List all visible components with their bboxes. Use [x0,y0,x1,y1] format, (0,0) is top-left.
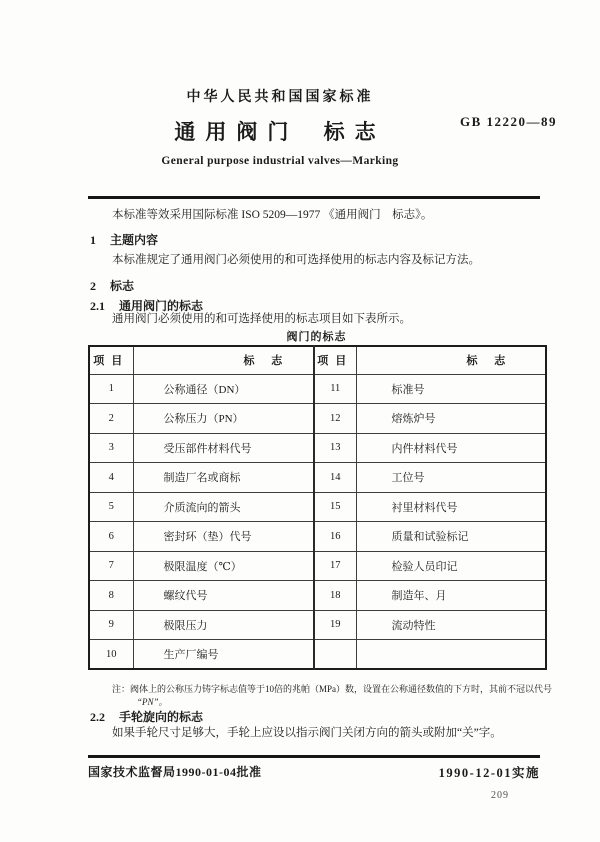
column-header-mark-left: 标 志 [133,346,314,374]
table-caption: 阀门的标志 [286,331,347,343]
section-1-heading [90,231,158,248]
section-2-2-heading [90,708,203,725]
item-number-cell: 11 [314,374,356,404]
approval-authority-date: 国家技术监督局1990-01-04批准 [88,765,262,779]
item-number-cell: 19 [314,610,356,640]
item-number-cell: 14 [314,463,356,493]
mark-label-cell: 介质流向的箭头 [133,492,314,522]
standard-number: GB 12220—89 [460,114,558,129]
table-row [89,433,546,463]
mark-label-cell: 受压部件材料代号 [133,433,314,463]
section-2-number: 2 [90,279,96,293]
section-2-heading [90,277,134,294]
mark-label-cell: 衬里材料代号 [356,492,546,522]
section-1-body: 本标准规定了通用阀门必须使用的和可选择使用的标志内容及标记方法。 [112,254,480,266]
item-number-cell: 18 [314,581,356,611]
section-2-2-number: 2.2 [90,710,105,724]
table-row [89,640,546,670]
mark-label-cell: 极限温度（℃） [133,551,314,581]
mark-label-cell: 工位号 [356,463,546,493]
mark-label-cell: 极限压力 [133,610,314,640]
item-number-cell: 7 [89,551,133,581]
item-number-cell: 17 [314,551,356,581]
valve-marking-table [88,345,547,670]
item-number-cell: 8 [89,581,133,611]
column-header-item-right: 项目 [314,346,356,374]
page-number: 209 [491,790,509,801]
column-header-mark-right: 标 志 [356,346,546,374]
document-title: 通用阀门 标志 [174,120,386,144]
mark-label-cell: 生产厂编号 [133,640,314,670]
mark-label-cell [356,640,546,670]
mark-label-cell: 制造年、月 [356,581,546,611]
item-number-cell: 16 [314,522,356,552]
table-note-line2: “PN”。 [137,697,168,707]
section-1-number: 1 [90,233,96,247]
item-number-cell: 3 [89,433,133,463]
section-2-1-number: 2.1 [90,299,105,313]
item-number-cell: 12 [314,404,356,434]
mark-label-cell: 公称压力（PN） [133,404,314,434]
section-2-2-title: 手轮旋向的标志 [119,710,204,724]
section-2-1-body: 通用阀门必须使用的和可选择使用的标志项目如下表所示。 [112,313,411,325]
mark-label-cell: 内件材料代号 [356,433,546,463]
item-number-cell: 10 [89,640,133,670]
section-2-2-body: 如果手轮尺寸足够大，手轮上应设以指示阀门关闭方向的箭头或附加“关”字。 [112,727,502,739]
section-1-title: 主题内容 [110,233,159,247]
mark-label-cell: 公称通径（DN） [133,374,314,404]
mark-label-cell: 密封环（垫）代号 [133,522,314,552]
item-number-cell [314,640,356,670]
mark-label-cell: 熔炼炉号 [356,404,546,434]
table-header-row [89,346,546,374]
table-row [89,551,546,581]
mark-label-cell: 质量和试验标记 [356,522,546,552]
item-number-cell: 2 [89,404,133,434]
mark-label-cell: 标准号 [356,374,546,404]
header-divider-rule [88,196,540,199]
table-row [89,581,546,611]
item-number-cell: 5 [89,492,133,522]
table-row [89,522,546,552]
footer-divider-rule [88,755,540,758]
table-note-line1: 注：阀体上的公称压力铸字标志值等于10倍的兆帕（MPa）数，设置在公称通径数值的下方时，其前不冠以代号 [112,684,553,694]
mark-label-cell: 制造厂名或商标 [133,463,314,493]
mark-label-cell: 螺纹代号 [133,581,314,611]
mark-label-cell: 检验人员印记 [356,551,546,581]
document-title-english: General purpose industrial valves—Marking [161,155,399,167]
item-number-cell: 15 [314,492,356,522]
item-number-cell: 6 [89,522,133,552]
item-number-cell: 9 [89,610,133,640]
table-row [89,404,546,434]
mark-label-cell: 流动特性 [356,610,546,640]
table-row [89,492,546,522]
item-number-cell: 13 [314,433,356,463]
section-2-1-title: 通用阀门的标志 [119,299,204,313]
table-row [89,463,546,493]
item-number-cell: 4 [89,463,133,493]
table-row [89,374,546,404]
implementation-date: 1990-12-01实施 [438,766,540,780]
national-standard-label: 中华人民共和国国家标准 [186,90,374,105]
item-number-cell: 1 [89,374,133,404]
column-header-item-left: 项目 [89,346,133,374]
table-row [89,610,546,640]
section-2-title: 标志 [110,279,135,293]
intro-paragraph: 本标准等效采用国际标准 ISO 5209—1977 《通用阀门 标志》。 [112,209,433,221]
